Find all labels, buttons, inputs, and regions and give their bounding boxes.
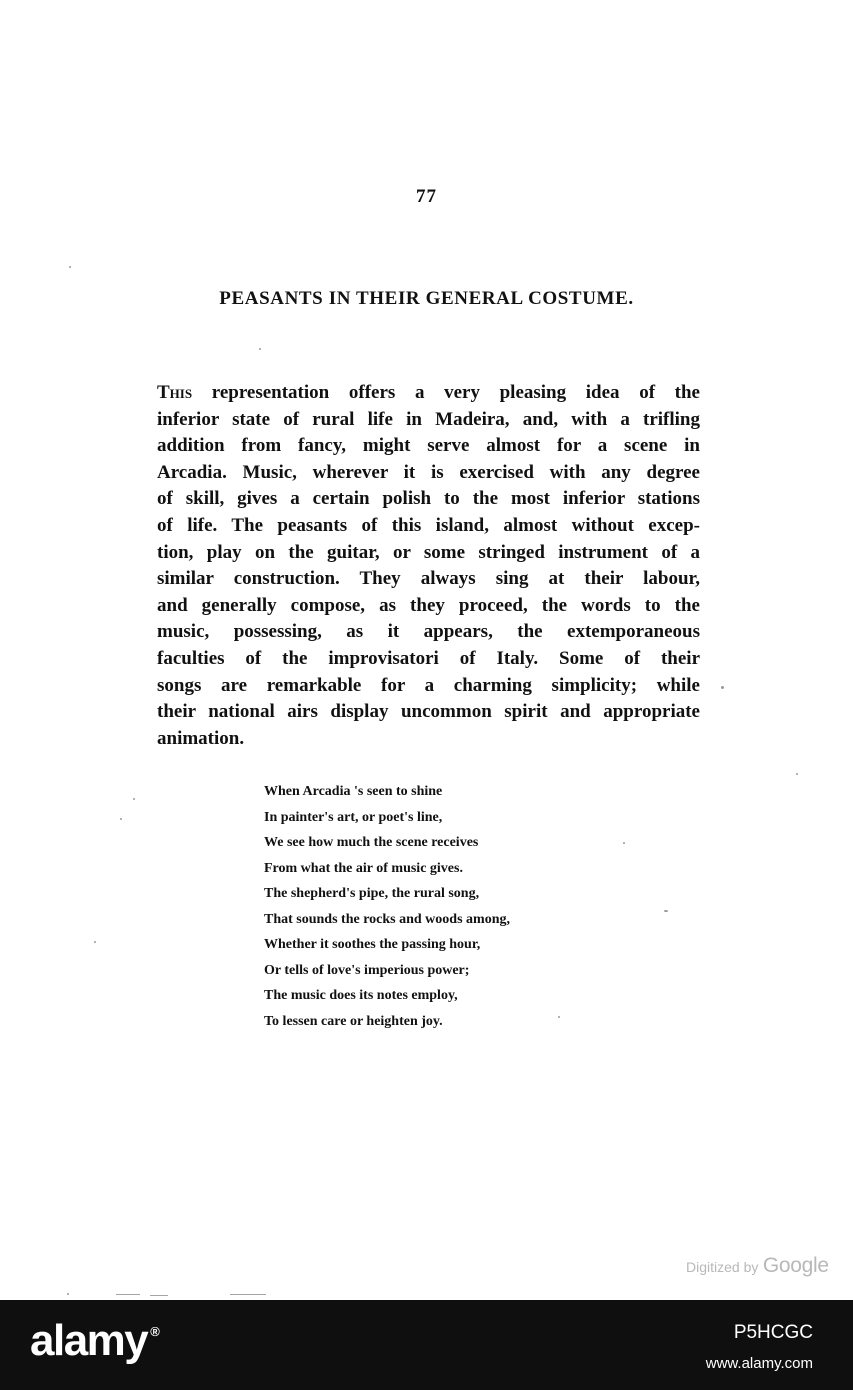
poem-verse: That sounds the rocks and woods among, [264, 911, 510, 927]
prose-line: similar construction. They always sing at their labour, [157, 568, 700, 590]
image-id: P5HCGC [733, 1322, 813, 1343]
poem-stanza [264, 779, 584, 1034]
poem-verse: The music does its notes employ, [264, 988, 458, 1003]
prose-line-text: representation offers a very pleasing idea of the [192, 382, 700, 403]
google-logo: Google [762, 1254, 829, 1277]
prose-line: inferior state of rural life in Madeira, and, with a trifling [157, 408, 700, 430]
registered-mark: ® [150, 1324, 160, 1339]
scan-speck [259, 348, 261, 350]
scan-speck [721, 686, 724, 689]
scan-scrap [116, 1294, 140, 1295]
prose-line: tion, play on the guitar, or some stringed instrument of a [157, 541, 700, 563]
watermark-prefix: Digitized by [686, 1259, 759, 1275]
poem-verse: We see how much the scene receives [264, 835, 479, 850]
scan-speck [67, 1293, 69, 1295]
alamy-logo-text: alamy [30, 1316, 148, 1365]
scan-speck [664, 910, 668, 912]
poem-verse: In painter's art, or poet's line, [264, 809, 443, 825]
scan-scrap [230, 1294, 266, 1295]
scan-speck [133, 798, 135, 800]
prose-line: Arcadia. Music, wherever it is exercised with any degree [157, 461, 700, 483]
prose-line: music, possessing, as it appears, the extemporaneous [157, 621, 700, 643]
scan-speck [94, 941, 96, 943]
poem-verse: When Arcadia 's seen to shine [264, 784, 443, 799]
stock-url: www.alamy.com [705, 1355, 813, 1372]
page-number: 77 [416, 186, 437, 207]
scan-speck [796, 773, 798, 775]
drop-word: This [157, 382, 193, 403]
poem-verse: Or tells of love's imperious power; [264, 962, 470, 978]
scan-scrap [150, 1295, 168, 1296]
stock-banner [0, 1300, 853, 1390]
scan-speck [623, 842, 625, 844]
prose-line: faculties of the improvisatori of Italy. Some of their [157, 647, 700, 669]
prose-line [157, 380, 700, 407]
prose-paragraph [157, 380, 700, 752]
prose-line: songs are remarkable for a charming simplicity; while [157, 674, 700, 696]
scan-speck [558, 1016, 560, 1018]
prose-line: animation. [157, 727, 245, 749]
poem-verse: Whether it soothes the passing hour, [264, 937, 481, 952]
prose-line: their national airs display uncommon spirit and appropriate [157, 701, 700, 723]
chapter-title: PEASANTS IN THEIR GENERAL COSTUME. [219, 288, 634, 309]
prose-line: and generally compose, as they proceed, the words to the [157, 594, 700, 616]
prose-line: addition from fancy, might serve almost for a scene in [157, 435, 700, 457]
poem-verse: The shepherd's pipe, the rural song, [264, 886, 480, 901]
prose-line: of skill, gives a certain polish to the most inferior stations [157, 488, 700, 510]
scan-speck [120, 818, 122, 820]
poem-verse: From what the air of music gives. [264, 860, 463, 876]
poem-verse: To lessen care or heighten joy. [264, 1013, 443, 1029]
digitized-watermark [686, 1254, 829, 1278]
scan-speck [69, 266, 71, 268]
prose-line: of life. The peasants of this island, almost without excep- [157, 514, 700, 536]
alamy-logo [30, 1316, 160, 1366]
